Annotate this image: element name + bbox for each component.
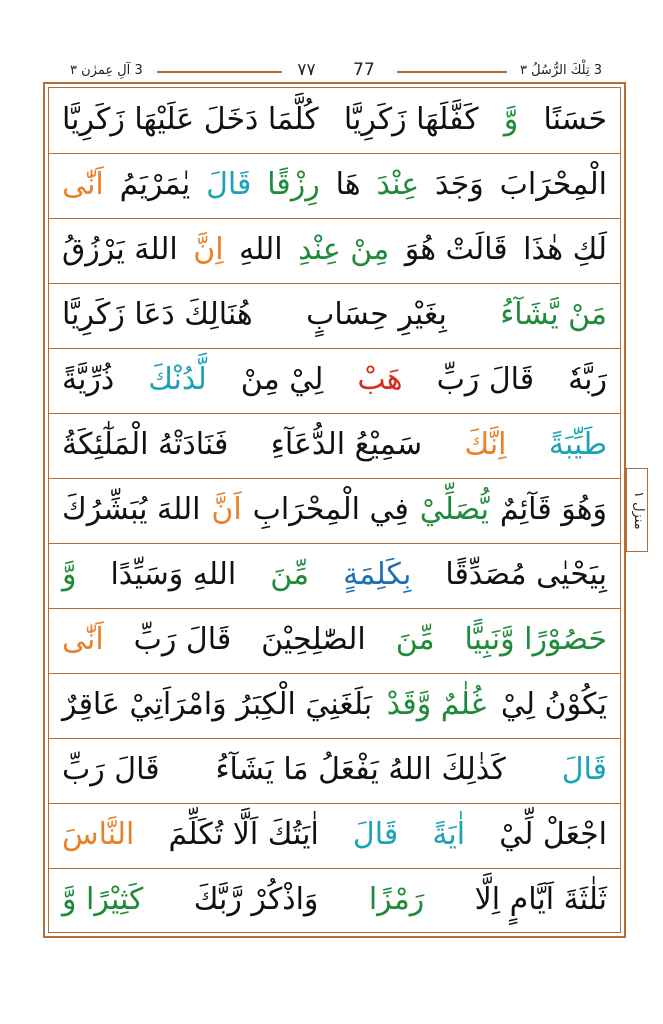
verse-segment: كَذٰلِكَ اللهُ يَفْعَلُ مَا يَشَآءُ (215, 752, 506, 787)
verse-segment: وَهُوَ قَآئِمٌ (499, 492, 607, 527)
verse-segment: بِغَيْرِ حِسَابٍ (306, 297, 447, 332)
verse-segment: لَّدُنْكَ (148, 362, 207, 397)
verse-line (48, 90, 621, 150)
verse-segment: قَالَ رَبِّ (436, 362, 535, 397)
verse-line (48, 155, 621, 215)
verse-segment: هَبْ (357, 362, 403, 397)
verse-line (48, 675, 621, 735)
verse-segment: هُنَالِكَ دَعَا زَكَرِيَّا (62, 297, 253, 332)
verse-segment: فِي الْمِحْرَابِ (252, 492, 409, 527)
verse-line (48, 740, 621, 800)
line-separator (48, 218, 621, 219)
verse-segment: قَالَ رَبِّ (62, 752, 160, 787)
verse-segment: اَنّٰى (62, 167, 104, 202)
verse-segment: قَالَ (206, 167, 252, 202)
verse-segment: اَنَّ (211, 492, 242, 527)
line-separator (48, 608, 621, 609)
verse-segment: ذُرِّيَّةً (62, 362, 115, 397)
verse-line (48, 350, 621, 410)
verse-segment: قَالَتْ هُوَ (404, 232, 508, 267)
verse-segment: قَالَ رَبِّ (133, 622, 232, 657)
verse-segment: كَثِيْرًا وَّ (62, 882, 144, 917)
page-number: 77 (353, 60, 375, 80)
line-separator (48, 738, 621, 739)
verse-segment: بِكَلِمَةٍ (343, 557, 412, 592)
line-separator (48, 543, 621, 544)
line-separator (48, 153, 621, 154)
verse-segment: بِيَحْيٰى مُصَدِّقًا (445, 557, 607, 592)
line-separator (48, 478, 621, 479)
page-number-block (62, 60, 610, 80)
verse-segment: حَسَنًا (543, 102, 607, 137)
verse-segment: رَبَّهٗ (568, 362, 607, 397)
verse-segment: هَا (335, 167, 361, 202)
verse-segment: مَنْ يَّشَآءُ (500, 297, 607, 332)
verse-segment: حَصُوْرًا وَّنَبِيًّا (464, 622, 607, 657)
verse-segment: اِنَّ (193, 232, 224, 267)
verse-segment: بَلَغَنِيَ الْكِبَرُ وَامْرَاَتِيْ عَاقِرٌ (62, 687, 373, 722)
verse-segment: يُّصَلِّيْ (419, 492, 489, 527)
verse-segment: يٰمَرْيَمُ (119, 167, 191, 202)
line-separator (48, 673, 621, 674)
verse-segment: اِنَّكَ (464, 427, 507, 462)
header-divider (157, 71, 282, 73)
verse-segment: يَكُوْنُ لِيْ (500, 687, 607, 722)
verse-segment: غُلٰمٌ وَّقَدْ (386, 687, 487, 722)
verse-segment: قَالَ (561, 752, 607, 787)
line-separator (48, 413, 621, 414)
verse-segment: كُلَّمَا دَخَلَ عَلَيْهَا زَكَرِيَّا (62, 102, 319, 137)
verse-segment: اللهِ وَسَيِّدًا (110, 557, 237, 592)
verse-segment: وَّ (62, 557, 77, 592)
verse-segment: النَّاسَ (62, 817, 135, 852)
page-number-urdu: ٧٧ (297, 60, 316, 80)
line-separator (48, 868, 621, 869)
verse-segment: وَجَدَ (435, 167, 484, 202)
verse-segment: كَفَّلَهَا زَكَرِيَّا (343, 102, 479, 137)
verse-line (48, 480, 621, 540)
manzil-marker: منزل ١ (631, 490, 646, 530)
verse-segment: لَكِ هٰذَا (523, 232, 607, 267)
line-separator (48, 348, 621, 349)
verse-segment: مِّنَ (270, 557, 310, 592)
verse-segment: وَاذْكُرْ رَّبَّكَ (193, 882, 319, 917)
verse-segment: سَمِيْعُ الدُّعَآءِ (270, 427, 423, 462)
verse-line (48, 870, 621, 930)
verse-segment: اللهِ (239, 232, 283, 267)
verse-segment: طَيِّبَةً (548, 427, 607, 462)
verse-line (48, 805, 621, 865)
verse-segment: فَنَادَتْهُ الْمَلٰٓئِكَةُ (62, 427, 229, 462)
verse-segment: وَّ (503, 102, 519, 137)
line-separator (48, 803, 621, 804)
verse-segment: رَمْزًا (368, 882, 425, 917)
page-header (62, 60, 610, 82)
verse-segment: اللهَ يُبَشِّرُكَ (62, 492, 201, 527)
verse-segment: لِيْ مِنْ (240, 362, 324, 397)
verse-segment: قَالَ (352, 817, 399, 852)
verse-segment: الْمِحْرَابَ (499, 167, 607, 202)
juz-name: 3 آلِ عِمرٰن ٣ (70, 63, 143, 78)
line-separator (48, 283, 621, 284)
verse-segment: اجْعَلْ لِّيْ (499, 817, 607, 852)
verse-line (48, 220, 621, 280)
verse-segment: مِّنَ (395, 622, 435, 657)
verse-line (48, 285, 621, 345)
verse-line (48, 545, 621, 605)
verse-segment: اٰيَتُكَ اَلَّا تُكَلِّمَ (168, 817, 319, 852)
verse-line (48, 415, 621, 475)
surah-name: 3 تِلْكَ الرُّسُلُ ٣ (519, 63, 602, 78)
verse-segment: اٰيَةً (432, 817, 466, 852)
verse-segment: رِزْقًا (267, 167, 320, 202)
verse-segment: الصّٰلِحِيْنَ (261, 622, 366, 657)
verse-segment: اللهَ يَرْزُقُ (62, 232, 178, 267)
verse-line (48, 610, 621, 670)
verse-segment: ثَلٰثَةَ اَيَّامٍ اِلَّا (474, 882, 607, 917)
header-divider (397, 71, 507, 73)
verse-segment: مِنْ عِنْدِ (298, 232, 390, 267)
verse-segment: عِنْدَ (376, 167, 420, 202)
verse-segment: اَنّٰى (62, 622, 104, 657)
